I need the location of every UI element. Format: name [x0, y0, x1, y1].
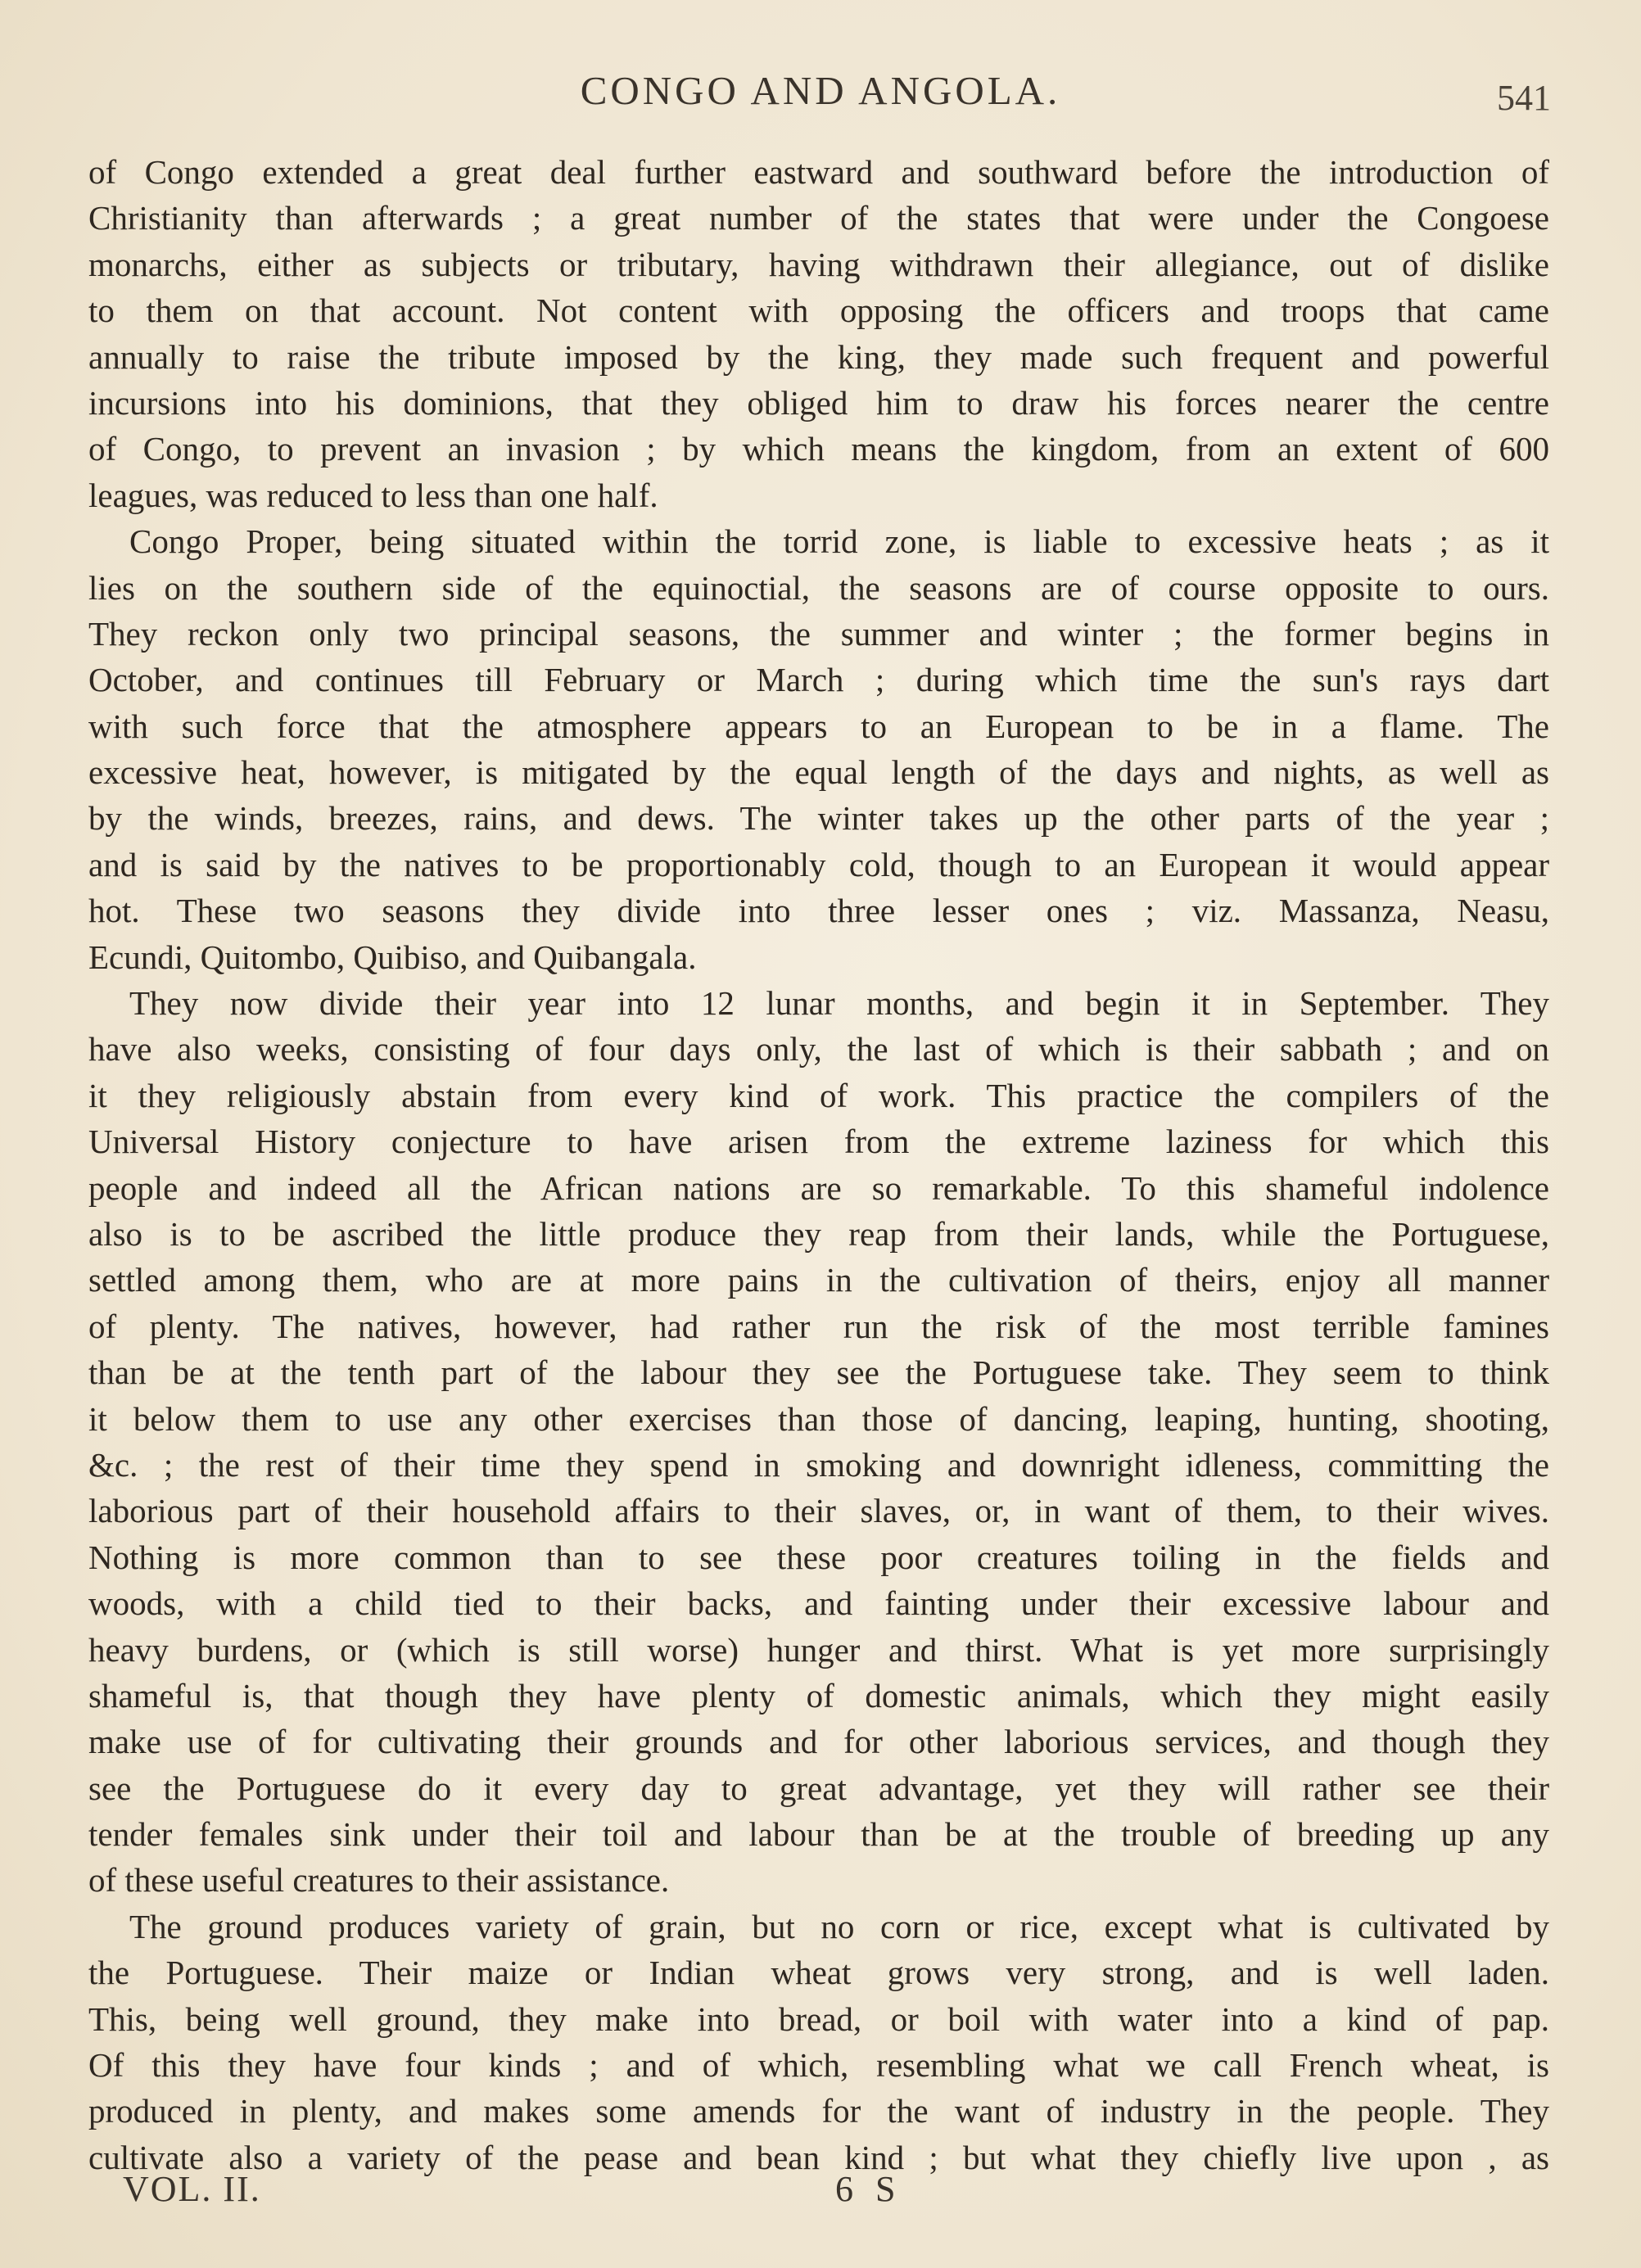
page-header	[0, 67, 1641, 124]
text-line: and is said by the natives to be proportionably cold, though to an European it would appear	[88, 845, 1549, 883]
text-line: woods, with a child tied to their backs, and fainting under their excessive labour and	[88, 1584, 1549, 1623]
paragraph	[88, 149, 1549, 518]
text-line: it they religiously abstain from every kind of work. This practice the compilers of the	[88, 1076, 1549, 1114]
text-line: Ecundi, Quitombo, Quibiso, and Quibangala.	[88, 937, 697, 976]
text-line: with such force that the atmosphere appears to an European to be in a flame. The	[88, 707, 1549, 745]
text-line: October, and continues till February or March ; during which time the sun's rays dart	[88, 661, 1549, 699]
text-line: shameful is, that though they have plenty of domestic animals, which they might easily	[88, 1676, 1549, 1715]
text-line: laborious part of their household affairs to their slaves, or, in want of them, to their wives.	[88, 1492, 1549, 1530]
paragraph	[88, 1904, 1549, 2180]
text-line: annually to raise the tribute imposed by the king, they made such frequent and powerful	[88, 337, 1549, 376]
text-line: of plenty. The natives, however, had rather run the risk of the most terrible famines	[88, 1307, 1549, 1345]
text-line: excessive heat, however, is mitigated by the equal length of the days and nights, as well as	[88, 753, 1549, 792]
text-line: This, being well ground, they make into bread, or boil with water into a kind of pap.	[88, 1999, 1549, 2038]
text-line: Congo Proper, being situated within the torrid zone, is liable to excessive heats ; as it	[129, 522, 1549, 561]
text-line: settled among them, who are at more pains in the cultivation of theirs, enjoy all manner	[88, 1261, 1549, 1299]
text-line: the Portuguese. Their maize or Indian wheat grows very strong, and is well laden.	[88, 1954, 1549, 1992]
text-line: it below them to use any other exercises than those of dancing, leaping, hunting, shooting,	[88, 1399, 1549, 1438]
volume-label: VOL. II.	[123, 2169, 261, 2209]
text-line: also is to be ascribed the little produce they reap from their lands, while the Portuguese,	[88, 1214, 1549, 1253]
text-line: hot. These two seasons they divide into three lesser ones ; viz. Massanza, Neasu,	[88, 892, 1549, 930]
text-line: lies on the southern side of the equinoctial, the seasons are of course opposite to ours.	[88, 568, 1549, 607]
text-line: They now divide their year into 12 lunar months, and begin it in September. They	[129, 984, 1549, 1023]
text-line: Nothing is more common than to see these poor creatures toiling in the fields and	[88, 1538, 1549, 1576]
page-footer	[123, 2168, 1351, 2217]
text-line: by the winds, breezes, rains, and dews. The winter takes up the other parts of the year ;	[88, 799, 1549, 838]
text-line: Christianity than afterwards ; a great number of the states that were under the Congoese	[88, 199, 1549, 237]
text-line: monarchs, either as subjects or tributary, having withdrawn their allegiance, out of dislike	[88, 245, 1549, 283]
text-line: of Congo extended a great deal further eastward and southward before the introduction of	[88, 153, 1549, 191]
text-line: produced in plenty, and makes some amends for the want of industry in the people. They	[88, 2092, 1549, 2130]
text-line: than be at the tenth part of the labour they see the Portuguese take. They seem to think	[88, 1353, 1549, 1392]
page-number: 541	[1497, 78, 1551, 118]
text-line: see the Portuguese do it every day to great advantage, yet they will rather see their	[88, 1769, 1549, 1807]
text-line: of these useful creatures to their assistance.	[88, 1861, 670, 1900]
text-line: Universal History conjecture to have arisen from the extreme laziness for which this	[88, 1123, 1549, 1161]
text-line: to them on that account. Not content with opposing the officers and troops that came	[88, 291, 1549, 330]
signature-mark: 6 S	[835, 2169, 902, 2209]
text-line: leagues, was reduced to less than one half.	[88, 476, 658, 514]
text-line: tender females sink under their toil and labour than be at the trouble of breeding up any	[88, 1815, 1549, 1854]
body-text	[88, 149, 1549, 2180]
text-line: Of this they have four kinds ; and of which, resembling what we call French wheat, is	[88, 2046, 1549, 2085]
text-line: The ground produces variety of grain, but no corn or rice, except what is cultivated by	[129, 1907, 1549, 1945]
text-line: make use of for cultivating their grounds and for other laborious services, and though they	[88, 1723, 1549, 1761]
text-line: people and indeed all the African nations are so remarkable. To this shameful indolence	[88, 1168, 1549, 1207]
text-line: have also weeks, consisting of four days only, the last of which is their sabbath ; and on	[88, 1030, 1549, 1068]
text-line: of Congo, to prevent an invasion ; by which means the kingdom, from an extent of 600	[88, 430, 1549, 468]
text-line: &c. ; the rest of their time they spend in smoking and downright idleness, committing the	[88, 1445, 1549, 1484]
paragraph	[88, 980, 1549, 1904]
text-line: heavy burdens, or (which is still worse) hunger and thirst. What is yet more surprisingly	[88, 1630, 1549, 1669]
running-title: CONGO AND ANGOLA.	[580, 68, 1061, 113]
paragraph	[88, 518, 1549, 980]
text-line: They reckon only two principal seasons, the summer and winter ; the former begins in	[88, 614, 1549, 653]
text-line: cultivate also a variety of the pease and bean kind ; but what they chiefly live upon , as	[88, 2138, 1549, 2176]
text-line: incursions into his dominions, that they obliged him to draw his forces nearer the centre	[88, 383, 1549, 422]
